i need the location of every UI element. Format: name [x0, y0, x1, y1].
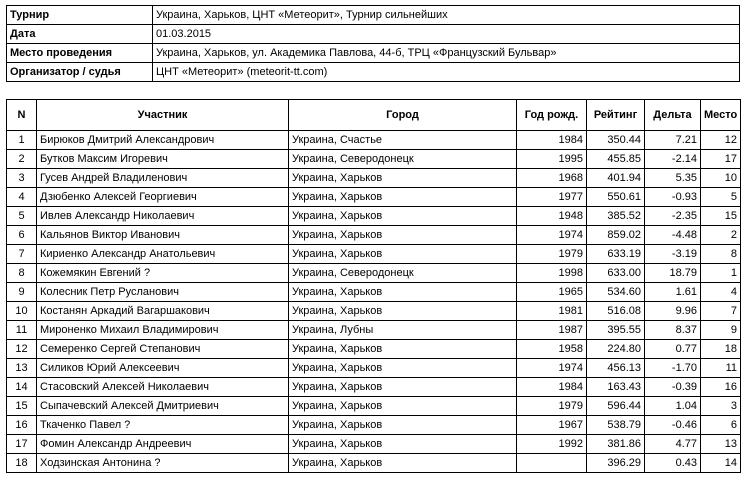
cell-place: 15 [701, 207, 741, 226]
cell-place: 13 [701, 435, 741, 454]
cell-participant: Фомин Александр Андреевич [37, 435, 289, 454]
cell-n: 1 [7, 131, 37, 150]
cell-n: 6 [7, 226, 37, 245]
cell-place: 1 [701, 264, 741, 283]
cell-rating: 385.52 [587, 207, 645, 226]
cell-delta: 1.61 [645, 283, 701, 302]
cell-n: 7 [7, 245, 37, 264]
cell-birth-year: 1979 [517, 245, 587, 264]
cell-participant: Мироненко Михаил Владимирович [37, 321, 289, 340]
cell-n: 10 [7, 302, 37, 321]
cell-birth-year: 1987 [517, 321, 587, 340]
info-value: Украина, Харьков, ул. Академика Павлова, 44-б, ТРЦ «Французский Бульвар» [153, 44, 740, 63]
cell-place: 16 [701, 378, 741, 397]
cell-birth-year: 1974 [517, 226, 587, 245]
info-label: Организатор / судья [7, 63, 153, 82]
cell-city: Украина, Харьков [289, 207, 517, 226]
cell-city: Украина, Лубны [289, 321, 517, 340]
cell-delta: 8.37 [645, 321, 701, 340]
cell-birth-year: 1965 [517, 283, 587, 302]
tournament-info-table [6, 5, 740, 82]
cell-birth-year: 1981 [517, 302, 587, 321]
cell-n: 9 [7, 283, 37, 302]
cell-delta: 0.77 [645, 340, 701, 359]
cell-participant: Дзюбенко Алексей Георгиевич [37, 188, 289, 207]
cell-birth-year: 1995 [517, 150, 587, 169]
cell-n: 12 [7, 340, 37, 359]
cell-rating: 395.55 [587, 321, 645, 340]
cell-birth-year: 1977 [517, 188, 587, 207]
cell-participant: Ткаченко Павел ? [37, 416, 289, 435]
table-row [7, 226, 741, 245]
info-value: 01.03.2015 [153, 25, 740, 44]
cell-n: 14 [7, 378, 37, 397]
cell-rating: 534.60 [587, 283, 645, 302]
cell-city: Украина, Северодонецк [289, 150, 517, 169]
cell-rating: 550.61 [587, 188, 645, 207]
cell-birth-year: 1992 [517, 435, 587, 454]
cell-city: Украина, Харьков [289, 169, 517, 188]
cell-participant: Колесник Петр Русланович [37, 283, 289, 302]
cell-birth-year: 1948 [517, 207, 587, 226]
info-row-date [7, 25, 740, 44]
cell-participant: Стасовский Алексей Николаевич [37, 378, 289, 397]
cell-birth-year: 1968 [517, 169, 587, 188]
cell-delta: 7.21 [645, 131, 701, 150]
info-label: Дата [7, 25, 153, 44]
cell-city: Украина, Харьков [289, 188, 517, 207]
info-row-organizer [7, 63, 740, 82]
cell-delta: 5.35 [645, 169, 701, 188]
cell-place: 3 [701, 397, 741, 416]
cell-place: 5 [701, 188, 741, 207]
info-label: Турнир [7, 6, 153, 25]
cell-participant: Силиков Юрий Алексеевич [37, 359, 289, 378]
cell-participant: Ходзинская Антонина ? [37, 454, 289, 473]
cell-participant: Костанян Аркадий Вагаршакович [37, 302, 289, 321]
cell-delta: -4.48 [645, 226, 701, 245]
cell-place: 8 [701, 245, 741, 264]
cell-city: Украина, Харьков [289, 378, 517, 397]
cell-delta: 0.43 [645, 454, 701, 473]
table-row [7, 207, 741, 226]
cell-n: 11 [7, 321, 37, 340]
table-row [7, 302, 741, 321]
table-row [7, 454, 741, 473]
cell-rating: 633.00 [587, 264, 645, 283]
cell-delta: -0.46 [645, 416, 701, 435]
table-row [7, 359, 741, 378]
cell-city: Украина, Харьков [289, 283, 517, 302]
cell-rating: 381.86 [587, 435, 645, 454]
cell-birth-year: 1998 [517, 264, 587, 283]
cell-place: 2 [701, 226, 741, 245]
table-row [7, 340, 741, 359]
cell-n: 8 [7, 264, 37, 283]
cell-delta: -2.14 [645, 150, 701, 169]
cell-city: Украина, Харьков [289, 416, 517, 435]
cell-city: Украина, Харьков [289, 359, 517, 378]
cell-delta: 18.79 [645, 264, 701, 283]
cell-delta: 9.96 [645, 302, 701, 321]
cell-city: Украина, Харьков [289, 397, 517, 416]
header-birth-year: Год рожд. [517, 100, 587, 131]
table-row [7, 378, 741, 397]
cell-city: Украина, Харьков [289, 340, 517, 359]
cell-place: 7 [701, 302, 741, 321]
cell-delta: -0.93 [645, 188, 701, 207]
cell-rating: 456.13 [587, 359, 645, 378]
info-value: Украина, Харьков, ЦНТ «Метеорит», Турнир сильнейших [153, 6, 740, 25]
cell-delta: -1.70 [645, 359, 701, 378]
cell-birth-year: 1984 [517, 378, 587, 397]
cell-rating: 538.79 [587, 416, 645, 435]
cell-place: 6 [701, 416, 741, 435]
cell-place: 18 [701, 340, 741, 359]
info-row-tournament [7, 6, 740, 25]
cell-rating: 633.19 [587, 245, 645, 264]
cell-birth-year: 1967 [517, 416, 587, 435]
cell-participant: Гусев Андрей Владиленович [37, 169, 289, 188]
cell-place: 10 [701, 169, 741, 188]
table-row [7, 283, 741, 302]
results-header-row [7, 100, 741, 131]
table-row [7, 264, 741, 283]
cell-participant: Кожемякин Евгений ? [37, 264, 289, 283]
cell-participant: Кириенко Александр Анатольевич [37, 245, 289, 264]
cell-n: 3 [7, 169, 37, 188]
cell-participant: Сыпачевский Алексей Дмитриевич [37, 397, 289, 416]
table-row [7, 188, 741, 207]
cell-participant: Бирюков Дмитрий Александрович [37, 131, 289, 150]
cell-rating: 350.44 [587, 131, 645, 150]
cell-city: Украина, Харьков [289, 226, 517, 245]
cell-city: Украина, Счастье [289, 131, 517, 150]
cell-n: 2 [7, 150, 37, 169]
cell-participant: Семеренко Сергей Степанович [37, 340, 289, 359]
cell-rating: 401.94 [587, 169, 645, 188]
header-participant: Участник [37, 100, 289, 131]
results-body [7, 131, 741, 473]
cell-rating: 396.29 [587, 454, 645, 473]
table-row [7, 397, 741, 416]
cell-birth-year: 1974 [517, 359, 587, 378]
cell-rating: 516.08 [587, 302, 645, 321]
header-city: Город [289, 100, 517, 131]
cell-delta: 1.04 [645, 397, 701, 416]
table-row [7, 131, 741, 150]
cell-n: 5 [7, 207, 37, 226]
header-place: Место [701, 100, 741, 131]
cell-city: Украина, Харьков [289, 302, 517, 321]
cell-birth-year [517, 454, 587, 473]
table-row [7, 416, 741, 435]
cell-participant: Ивлев Александр Николаевич [37, 207, 289, 226]
cell-n: 16 [7, 416, 37, 435]
cell-participant: Кальянов Виктор Иванович [37, 226, 289, 245]
cell-city: Украина, Харьков [289, 435, 517, 454]
cell-city: Украина, Северодонецк [289, 264, 517, 283]
cell-participant: Бутков Максим Игоревич [37, 150, 289, 169]
cell-n: 18 [7, 454, 37, 473]
cell-place: 14 [701, 454, 741, 473]
cell-n: 17 [7, 435, 37, 454]
header-rating: Рейтинг [587, 100, 645, 131]
table-row [7, 169, 741, 188]
cell-birth-year: 1958 [517, 340, 587, 359]
cell-rating: 163.43 [587, 378, 645, 397]
table-row [7, 245, 741, 264]
cell-rating: 224.80 [587, 340, 645, 359]
cell-birth-year: 1984 [517, 131, 587, 150]
info-row-venue [7, 44, 740, 63]
results-table [6, 99, 741, 473]
cell-n: 4 [7, 188, 37, 207]
cell-rating: 859.02 [587, 226, 645, 245]
cell-place: 9 [701, 321, 741, 340]
table-row [7, 435, 741, 454]
cell-rating: 596.44 [587, 397, 645, 416]
cell-birth-year: 1979 [517, 397, 587, 416]
info-value: ЦНТ «Метеорит» (meteorit-tt.com) [153, 63, 740, 82]
cell-city: Украина, Харьков [289, 454, 517, 473]
cell-place: 11 [701, 359, 741, 378]
cell-city: Украина, Харьков [289, 245, 517, 264]
cell-delta: -0.39 [645, 378, 701, 397]
cell-n: 13 [7, 359, 37, 378]
header-n: N [7, 100, 37, 131]
cell-rating: 455.85 [587, 150, 645, 169]
cell-delta: -3.19 [645, 245, 701, 264]
cell-delta: 4.77 [645, 435, 701, 454]
info-label: Место проведения [7, 44, 153, 63]
cell-delta: -2.35 [645, 207, 701, 226]
table-row [7, 321, 741, 340]
header-delta: Дельта [645, 100, 701, 131]
table-row [7, 150, 741, 169]
cell-place: 4 [701, 283, 741, 302]
cell-n: 15 [7, 397, 37, 416]
cell-place: 17 [701, 150, 741, 169]
cell-place: 12 [701, 131, 741, 150]
